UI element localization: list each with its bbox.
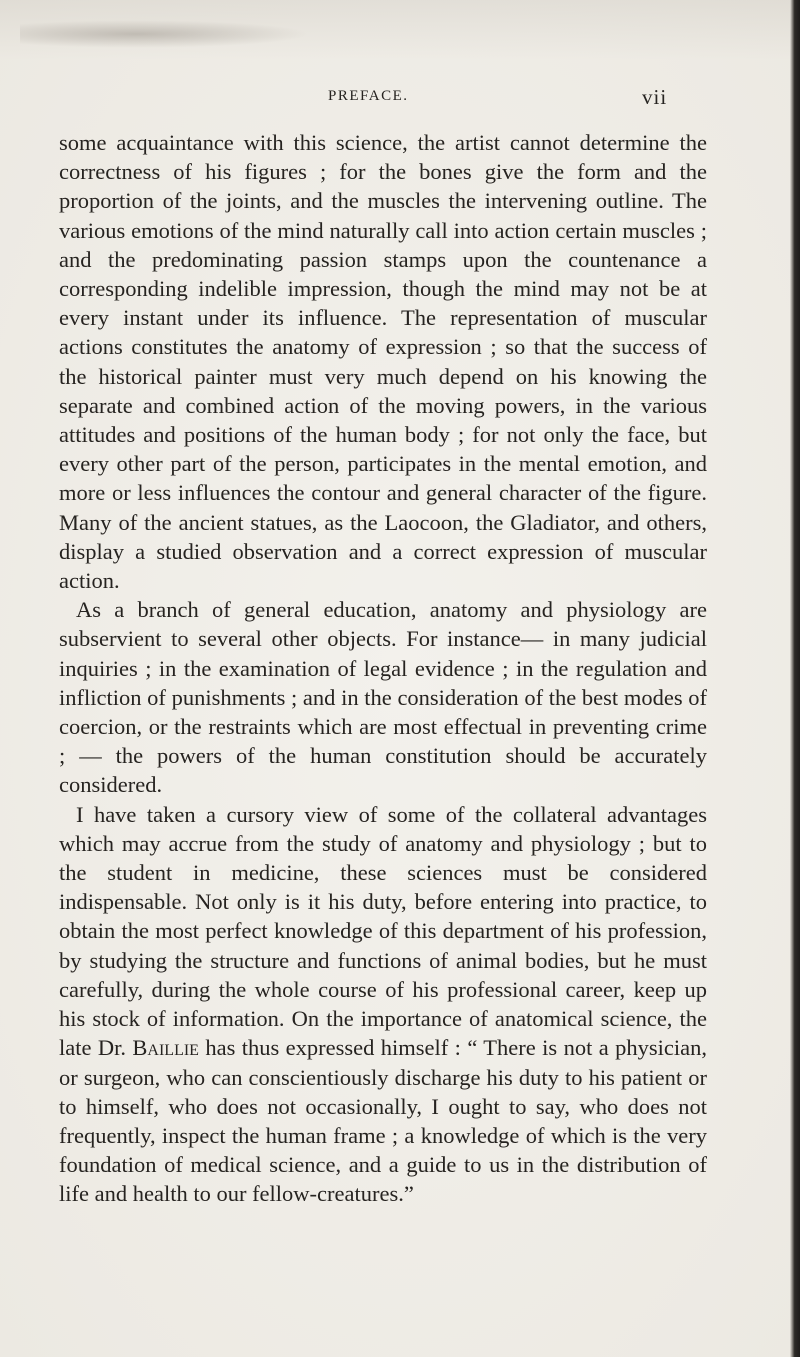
paragraph-2: As a branch of general education, anatomy and physiology are subservient to several other objects. For instance— in many judicial inquiries ; in the examination of legal evidence ; in the regulation and infliction of punishments ; and in the consideration of the best modes of coercion, or the restraints which are most effectual in preventing crime ; — the powers of the human constitution should be accurately considered. bbox=[59, 597, 707, 798]
body-text bbox=[59, 128, 707, 1209]
paragraph-3-text-before: I have taken a cursory view of some of the collateral advantages which may accrue from the study of anatomy and physiology ; but to the student in medicine, these sciences must be considered indispensable. Not only is it his duty, before entering into practice, to obtain the most perfect knowledge of this department of his profession, by studying the structure and functions of animal bodies, but he must carefully, during the whole course of his professional career, keep up his stock of information. On the importance of anatomical science, the late Dr. bbox=[59, 801, 707, 1061]
page-number: vii bbox=[642, 85, 668, 109]
page-stain bbox=[20, 20, 310, 48]
paragraph-1: some acquaintance with this science, the artist cannot determine the correctness of his figures ; for the bones give the form and the proportion of the joints, and the muscles the intervening outline. The various emotions of the mind naturally call into action certain muscles ; and the predominating passion stamps upon the countenance a corresponding indelible impression, though the mind may not be at every instant under its influence. The representation of muscular actions constitutes the anatomy of expression ; so that the success of the historical painter must very much depend on his knowing the separate and combined action of the moving powers, in the various attitudes and positions of the human body ; for not only the face, but every other part of the person, participates in the mental emotion, and more or less influences the contour and general character of the figure. Many of the ancient statues, as the Laocoon, the Gladiator, and others, display a studied observation and a correct expression of muscular action. bbox=[59, 130, 707, 594]
page-edge-shadow bbox=[790, 0, 800, 1357]
paragraph-3 bbox=[59, 800, 707, 1209]
running-head-title: PREFACE. bbox=[328, 88, 409, 104]
running-head bbox=[60, 85, 700, 112]
paragraph-3-text-after: has thus expressed himself : “ There is not a physician, or surgeon, who can conscientiously discharge his duty to his patient or to himself, who does not occasionally, I ought to say, who does not frequently, inspect the human frame ; a knowledge of which is the very foundation of medical science, and a guide to us in the distribution of life and health to our fellow-creatures.” bbox=[59, 1035, 707, 1207]
author-name-baillie: Baillie bbox=[132, 1035, 199, 1061]
